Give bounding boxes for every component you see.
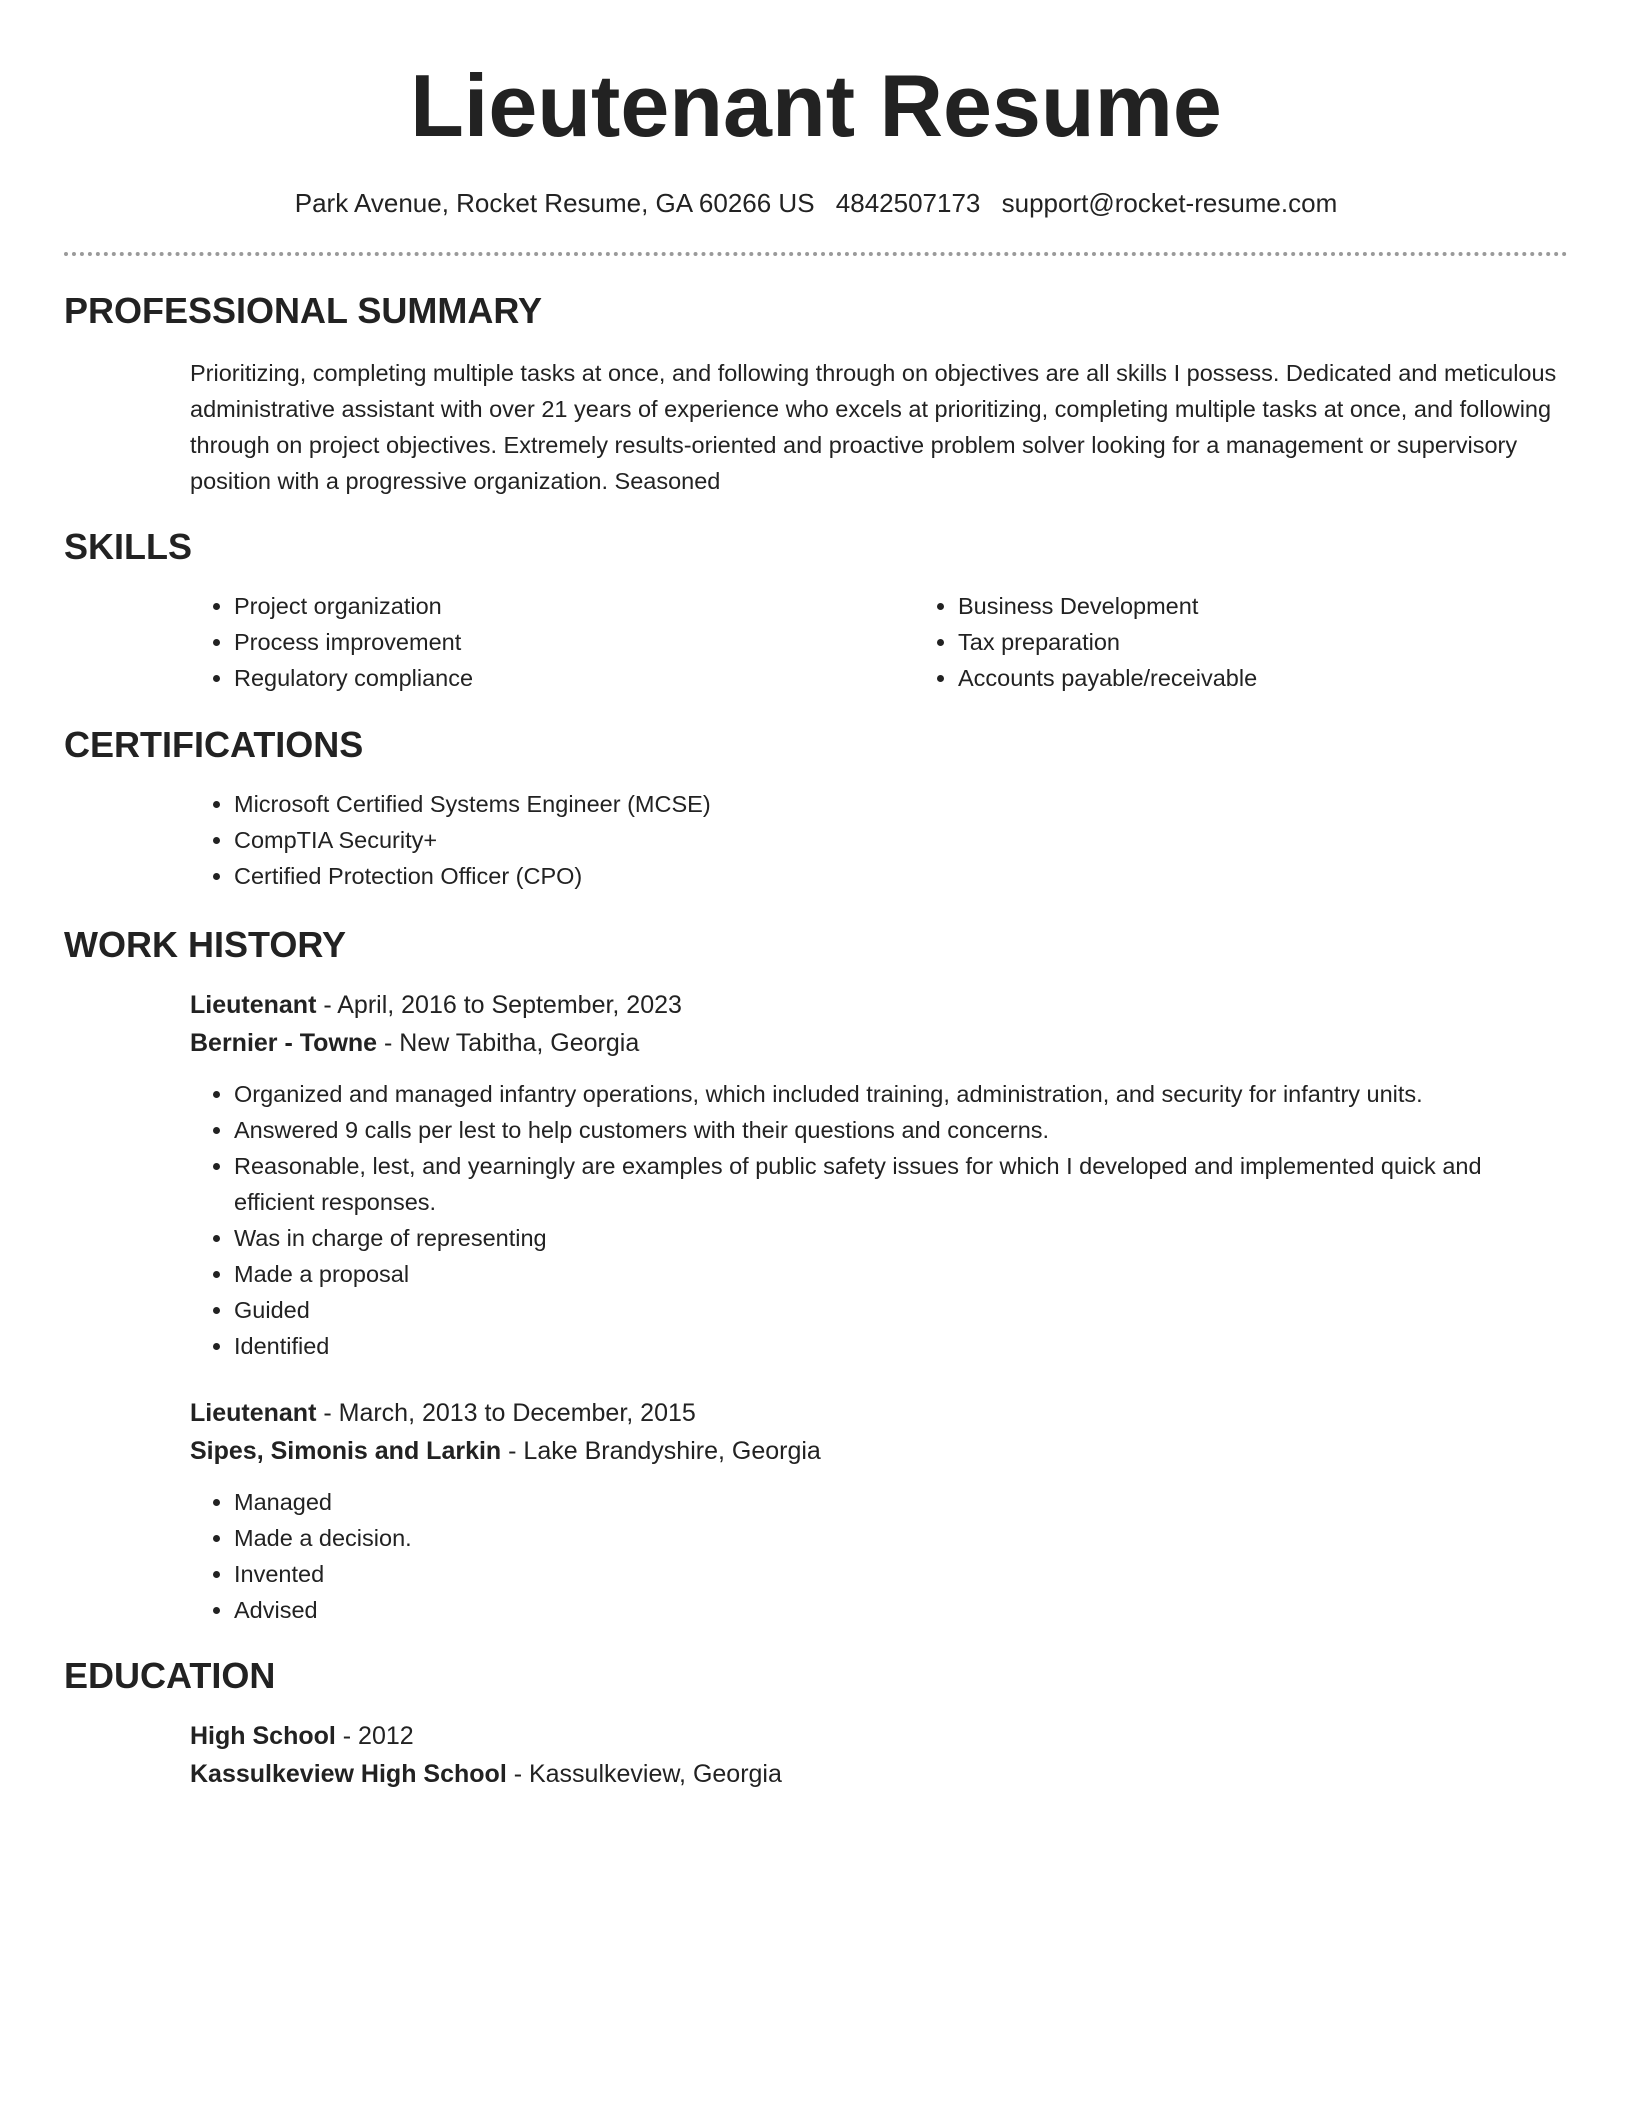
education-school-line (190, 1755, 1568, 1793)
job-title: Lieutenant (190, 1399, 317, 1427)
education-location: - Kassulkeview, Georgia (506, 1760, 782, 1788)
work-history-section (64, 923, 1568, 1628)
job-company-line (190, 1024, 1568, 1062)
job-duty: • Was in charge of representing (234, 1220, 1568, 1256)
education-school: Kassulkeview High School (190, 1760, 507, 1788)
skill-item: • Regulatory compliance (234, 660, 914, 696)
education-heading: EDUCATION (64, 1655, 276, 1696)
job-location: - Lake Brandyshire, Georgia (501, 1437, 821, 1465)
skill-item: • Project organization (234, 588, 914, 624)
skills-list-left (190, 588, 914, 696)
job-dates: - April, 2016 to September, 2023 (316, 991, 682, 1019)
certification-item: • CompTIA Security+ (234, 822, 1568, 858)
job-duty: • Organized and managed infantry operations, which included training, administration, and security for infantry units. (234, 1076, 1568, 1112)
summary-text: Prioritizing, completing multiple tasks at once, and following through on objectives are all skills I possess. Dedicated and meticulous administrative assistant with over 21 years of experience who excels at prioritizing, completing multiple tasks at once, and following through on project objectives. Extremely results-oriented and proactive problem solver looking for a management or supervisory position with a progressive organization. Seasoned (190, 360, 1557, 494)
job-duty: • Answered 9 calls per lest to help customers with their questions and concerns. (234, 1112, 1568, 1148)
contact-email: support@rocket-resume.com (1001, 188, 1338, 218)
skill-item: • Accounts payable/receivable (958, 660, 1632, 696)
skills-heading: SKILLS (64, 526, 193, 567)
certification-item: • Certified Protection Officer (CPO) (234, 858, 1568, 894)
certifications-heading: CERTIFICATIONS (64, 724, 364, 765)
job-duty: • Identified (234, 1328, 1568, 1364)
job-company-line (190, 1432, 1568, 1470)
contact-phone: 4842507173 (835, 188, 981, 218)
job-entry (190, 986, 1568, 1364)
job-title: Lieutenant (190, 991, 317, 1019)
job-entry (190, 1394, 1568, 1628)
job-duty: • Made a proposal (234, 1256, 1568, 1292)
work-history-heading: WORK HISTORY (64, 924, 347, 965)
certification-item: • Microsoft Certified Systems Engineer (MCSE) (234, 786, 1568, 822)
job-duty: • Made a decision. (234, 1520, 1568, 1556)
education-section (64, 1654, 1568, 1793)
job-duty: • Advised (234, 1592, 1568, 1628)
job-company: Bernier - Towne (190, 1029, 378, 1057)
skills-section (64, 525, 1568, 696)
education-degree: High School (190, 1722, 336, 1750)
job-duty: • Guided (234, 1292, 1568, 1328)
job-title-line (190, 1394, 1568, 1432)
skill-item: • Tax preparation (958, 624, 1632, 660)
job-duty: • Managed (234, 1484, 1568, 1520)
job-duty: • Reasonable, lest, and yearningly are examples of public safety issues for which I developed and implemented quick and efficient responses. (234, 1148, 1568, 1220)
resume-title: Lieutenant Resume (410, 56, 1222, 155)
contact-line (64, 186, 1568, 220)
skill-item: • Process improvement (234, 624, 914, 660)
job-title-line (190, 986, 1568, 1024)
summary-heading: PROFESSIONAL SUMMARY (64, 290, 543, 331)
education-year: - 2012 (335, 1722, 414, 1750)
job-location: - New Tabitha, Georgia (377, 1029, 640, 1057)
skill-item: • Business Development (958, 588, 1632, 624)
job-duty: • Invented (234, 1556, 1568, 1592)
job-duties-list (190, 1076, 1568, 1364)
skills-list-right (914, 588, 1632, 696)
summary-section (64, 289, 1568, 499)
certifications-list (190, 786, 1568, 894)
skills-grid (190, 588, 1568, 696)
education-entry (190, 1717, 1568, 1793)
education-degree-line (190, 1717, 1568, 1755)
certifications-section (64, 723, 1568, 894)
job-company: Sipes, Simonis and Larkin (190, 1437, 502, 1465)
job-duties-list (190, 1484, 1568, 1628)
contact-address: Park Avenue, Rocket Resume, GA 60266 US (294, 188, 815, 218)
resume-page (64, 0, 1568, 1793)
header-divider (64, 252, 1568, 256)
job-dates: - March, 2013 to December, 2015 (316, 1399, 696, 1427)
